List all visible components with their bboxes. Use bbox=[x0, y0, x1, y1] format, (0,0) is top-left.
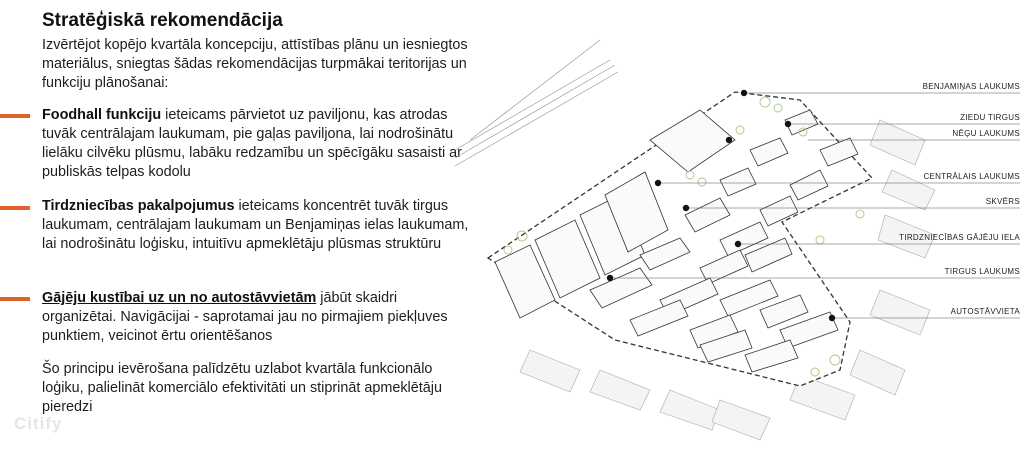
railway-tracks bbox=[455, 40, 618, 166]
dot-tirgus bbox=[607, 275, 613, 281]
map-label: SKVĒRS bbox=[985, 197, 1020, 206]
recommendation-lead: Foodhall funkciju bbox=[42, 107, 162, 123]
recommendation-lead: Gājēju kustībai uz un no autostāvvietām bbox=[42, 290, 317, 306]
dot-negu bbox=[726, 137, 732, 143]
map-label: TIRGUS LAUKUMS bbox=[944, 267, 1020, 276]
map-label: ZIEDU TIRGUS bbox=[960, 113, 1020, 122]
recommendation-text: ieteicams koncentrēt tuvāk tirgus laukumam, centrālajam laukumam un Benjamiņas ielas laukumam, lai nodrošinātu loģisku, intuitīvu apmeklētāju plūsmas struktūru bbox=[42, 198, 469, 252]
conclusion-paragraph: Šo principu ievērošana palīdzētu uzlabot kvartāla funkcionālo loģiku, palielināt komerciālo efektivitāti un stiprināt apmeklētāju pieredzi bbox=[42, 361, 442, 415]
map-label: NĒĢU LAUKUMS bbox=[952, 129, 1020, 138]
intro-paragraph: Izvērtējot kopējo kvartāla koncepciju, attīstības plānu un iesniegtos materiālus, sniegtas šādas rekomendācijas turpmākai teritorijas un funkciju plānošanai: bbox=[42, 37, 468, 91]
recommendation-text: jābūt skaidri organizētai. Navigācijai - saprotamai jau no pirmajiem piekļuves punktiem, veicinot ērtu orientēšanos bbox=[42, 290, 448, 344]
dot-centralais bbox=[655, 180, 661, 186]
page-title: Stratēģiskā rekomendācija bbox=[42, 10, 283, 31]
map-label: TIRDZNIECĪBAS GĀJĒJU IELA bbox=[899, 233, 1020, 242]
watermark-logo: Citify bbox=[14, 414, 63, 433]
recommendation-lead: Tirdzniecības pakalpojumus bbox=[42, 198, 235, 214]
dot-autostavvieta bbox=[829, 315, 835, 321]
map-label: AUTOSTĀVVIETA bbox=[950, 307, 1020, 316]
recommendation-text: ieteicams pārvietot uz paviljonu, kas atrodas tuvāk centrālajam laukumam, pie gaļas paviljona, lai nodrošinātu lielāku cilvēku plūsmu, labāku redzamību un spēcīgāku sasaisti ar publiskās telpas kodolu bbox=[42, 107, 462, 180]
dot-benjamina bbox=[741, 90, 747, 96]
map-label: BENJAMIŅAS LAUKUMS bbox=[922, 82, 1020, 91]
dot-tirdzniecibas bbox=[735, 241, 741, 247]
dot-ziedu bbox=[785, 121, 791, 127]
dot-skvers bbox=[683, 205, 689, 211]
map-label: CENTRĀLAIS LAUKUMS bbox=[923, 172, 1020, 181]
